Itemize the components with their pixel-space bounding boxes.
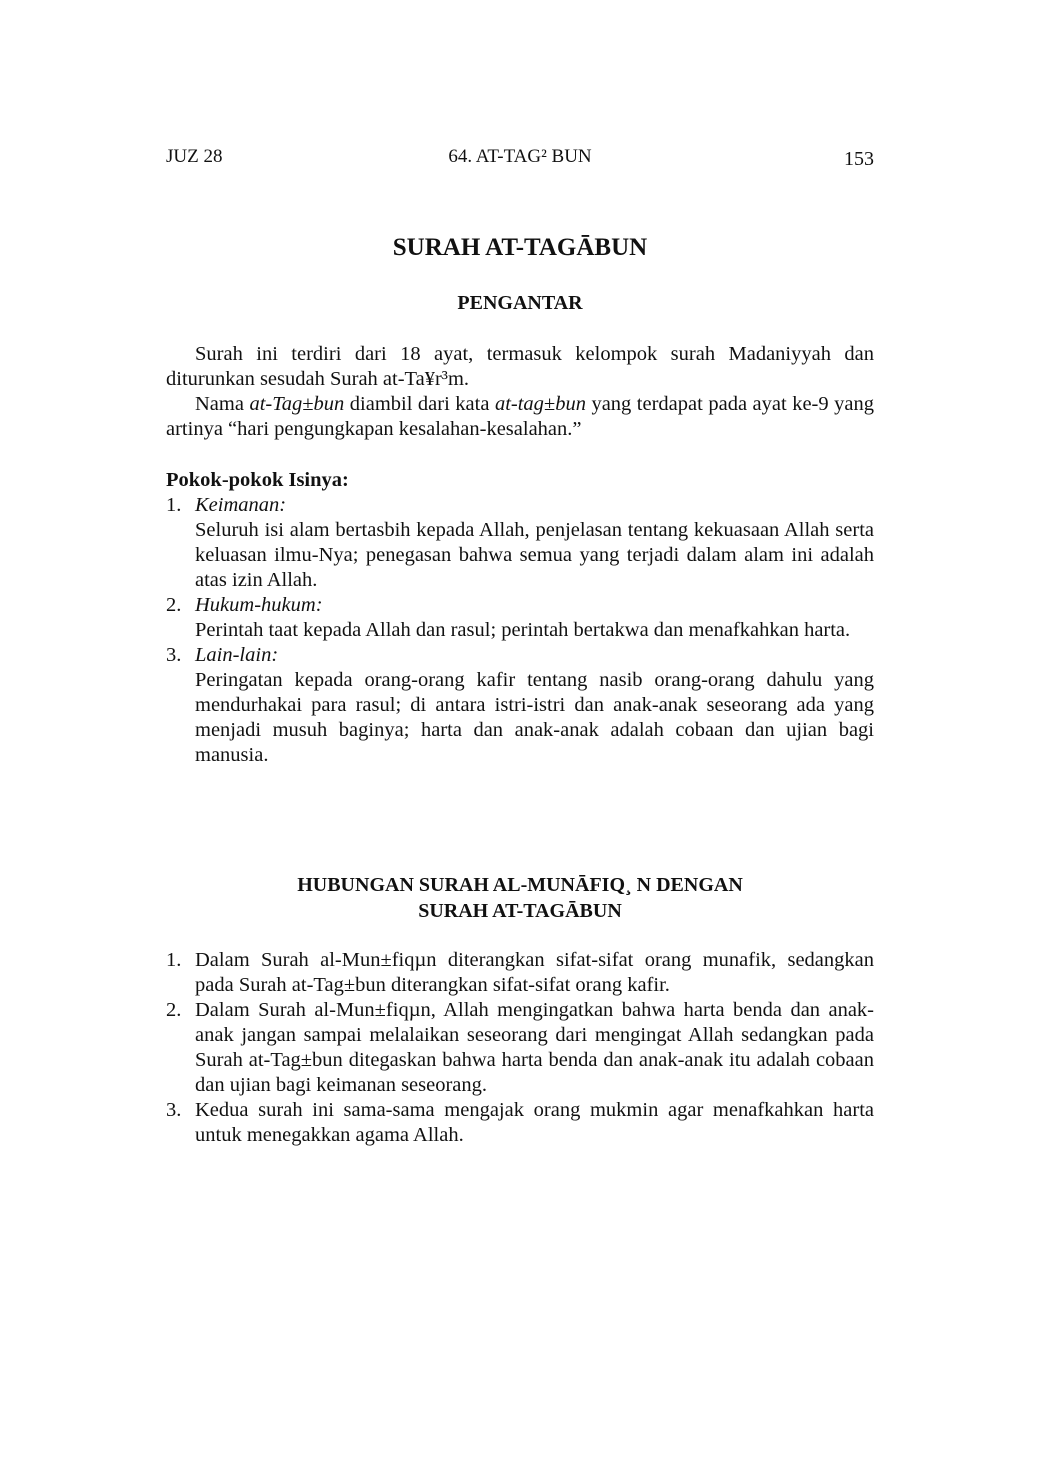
list-item: [166, 493, 874, 593]
section-subtitle: PENGANTAR: [457, 292, 583, 314]
item-text: Peringatan kepada orang-orang kafir tentang nasib orang-orang dahulu yang mendurhakai para rasul; di antara istri-istri dan anak-anak seseorang ada yang menjadi musuh baginya; harta dan anak-anak adalah cobaan dan ujian bagi manusia.: [195, 669, 874, 766]
intro-paragraph-1: Surah ini terdiri dari 18 ayat, termasuk kelompok surah Madaniyyah dan diturunkan sesudah Surah at-Ta¥r³m.: [166, 343, 874, 390]
item-text: Kedua surah ini sama-sama mengajak orang mukmin agar menafkahkan harta untuk menegakkan agama Allah.: [195, 1099, 874, 1146]
intro-text: yang terdapat pada ayat ke-9 yang artinya “hari pengungkapan kesalahan-kesalahan.”: [166, 393, 874, 440]
intro-term: at-Tag±bun: [249, 393, 345, 415]
item-text: Seluruh isi alam bertasbih kepada Allah, penjelasan tentang kekuasaan Allah serta keluasan ilmu-Nya; penegasan bahwa semua yang terjadi dalam alam ini adalah atas izin Allah.: [195, 519, 874, 591]
item-label: Keimanan:: [195, 494, 287, 516]
item-text: Dalam Surah al-Mun±fiqµn, Allah mengingatkan bahwa harta benda dan anak-anak jangan sampai melalaikan seseorang dari mengingat Allah sedangkan pada Surah at-Tag±bun ditegaskan bahwa harta benda dan anak-anak itu adalah cobaan dan ujian bagi keimanan seseorang.: [195, 999, 874, 1096]
page-number: 153: [844, 148, 874, 170]
list-item: [166, 643, 874, 768]
item-number: 3.: [166, 1099, 182, 1121]
item-label: Lain-lain:: [195, 644, 279, 666]
page-title: SURAH AT-TAGĀBUN: [392, 234, 648, 261]
juz-label: JUZ 28: [166, 146, 223, 167]
item-text: Perintah taat kepada Allah dan rasul; perintah bertakwa dan menafkahkan harta.: [195, 619, 851, 641]
surah-header: 64. AT-TAG² BUN: [448, 146, 592, 167]
list-item: [166, 998, 874, 1098]
item-number: 2.: [166, 594, 182, 616]
item-label: Hukum-hukum:: [195, 594, 323, 616]
item-number: 3.: [166, 644, 182, 666]
intro-term: at-tag±bun: [494, 393, 586, 415]
list-item: [166, 1098, 874, 1148]
relation-section: [166, 948, 874, 1148]
running-header: [166, 146, 874, 174]
item-number: 1.: [166, 494, 182, 516]
list-item: [166, 593, 874, 643]
contents-heading: Pokok-pokok Isinya:: [166, 469, 349, 491]
relation-section-title: [166, 872, 874, 924]
contents-section: [166, 468, 874, 768]
list-item: [166, 948, 874, 998]
intro-section: [166, 342, 874, 442]
relation-title-line-2: SURAH AT-TAGĀBUN: [418, 900, 622, 922]
intro-text: Nama: [195, 393, 250, 415]
item-number: 1.: [166, 949, 182, 971]
item-number: 2.: [166, 999, 182, 1021]
intro-text: diambil dari kata: [344, 393, 495, 415]
relation-title-line-1: HUBUNGAN SURAH AL-MUNĀFIQ¸ N DENGAN: [297, 874, 743, 896]
intro-paragraph-2: [166, 392, 874, 442]
item-text: Dalam Surah al-Mun±fiqµn diterangkan sifat-sifat orang munafik, sedangkan pada Surah at-Tag±bun diterangkan sifat-sifat orang kafir.: [195, 949, 874, 996]
